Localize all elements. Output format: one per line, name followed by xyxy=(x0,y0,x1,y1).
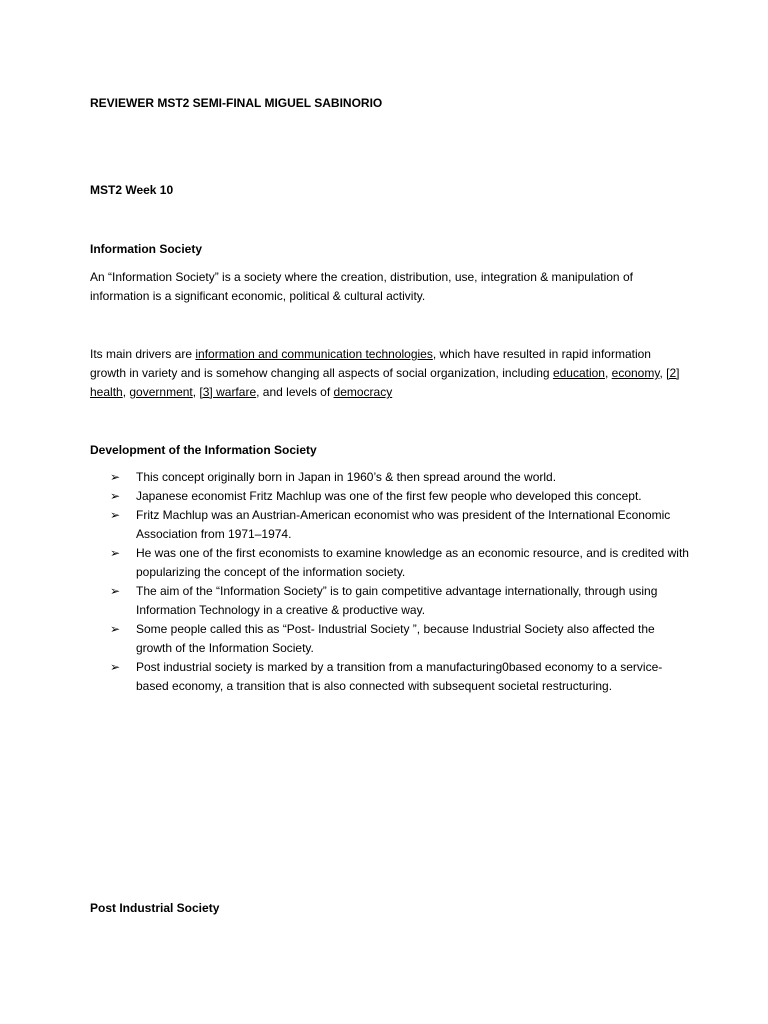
link-health[interactable]: [2] health xyxy=(90,366,680,399)
arrow-bullet-icon: ➢ xyxy=(110,622,121,636)
list-item-text: Japanese economist Fritz Machlup was one of the first few people who developed this concept. xyxy=(136,489,642,503)
link-education[interactable]: education xyxy=(552,366,605,380)
arrow-bullet-icon: ➢ xyxy=(110,660,121,674)
arrow-bullet-icon: ➢ xyxy=(110,584,121,598)
separator: , xyxy=(122,385,130,399)
arrow-bullet-icon: ➢ xyxy=(110,489,121,503)
list-item xyxy=(90,620,690,658)
list-item-text: Post industrial society is marked by a transition from a manufacturing0based economy to a service-based economy, a transition that is also connected with subsequent societal restructuring. xyxy=(136,660,663,693)
list-item-text: Some people called this as “Post- Industrial Society ”, because Industrial Society also affected the growth of the Information Society. xyxy=(136,622,655,655)
link-government[interactable]: government xyxy=(129,385,193,399)
arrow-bullet-icon: ➢ xyxy=(110,470,121,484)
list-item-text: He was one of the first economists to examine knowledge as an economic resource, and is credited with popularizing the concept of the information society. xyxy=(136,546,689,579)
week-heading: MST2 Week 10 xyxy=(90,183,174,197)
drivers-text: Its main drivers are xyxy=(90,347,196,361)
information-society-definition: An “Information Society” is a society where the creation, distribution, use, integration & manipulation of information is a significant economic, political & cultural activity. xyxy=(90,270,633,303)
list-item xyxy=(90,658,690,696)
link-democracy[interactable]: democracy xyxy=(333,385,393,399)
list-item xyxy=(90,544,690,582)
list-item xyxy=(90,468,690,487)
information-society-drivers xyxy=(90,345,682,402)
section-heading-post-industrial: Post Industrial Society xyxy=(90,901,220,915)
list-item xyxy=(90,487,690,506)
link-economy[interactable]: economy xyxy=(611,366,660,380)
separator: , xyxy=(192,385,200,399)
arrow-bullet-icon: ➢ xyxy=(110,546,121,560)
drivers-text: , which have resulted in rapid information growth in variety and is somehow changing all aspects of social organization, including xyxy=(90,347,651,380)
section-heading-development: Development of the Information Society xyxy=(90,443,317,457)
arrow-bullet-icon: ➢ xyxy=(110,508,121,522)
list-item xyxy=(90,582,690,620)
link-warfare[interactable]: [3] warfare xyxy=(199,385,257,399)
development-bullet-list xyxy=(90,468,690,696)
link-ict[interactable]: information and communication technologies xyxy=(195,347,433,361)
list-item xyxy=(90,506,690,544)
list-item-text: Fritz Machlup was an Austrian-American economist who was president of the International Economic Association from 1971–1974. xyxy=(136,508,671,541)
document-header: REVIEWER MST2 SEMI-FINAL MIGUEL SABINORIO xyxy=(90,96,383,110)
list-item-text: This concept originally born in Japan in 1960’s & then spread around the world. xyxy=(136,470,557,484)
section-heading-information-society: Information Society xyxy=(90,242,203,256)
drivers-text: , and levels of xyxy=(256,385,334,399)
list-item-text: The aim of the “Information Society” is to gain competitive advantage internationally, through using Information Technology in a creative & productive way. xyxy=(136,584,658,617)
separator: , xyxy=(659,366,667,380)
separator: , xyxy=(604,366,612,380)
